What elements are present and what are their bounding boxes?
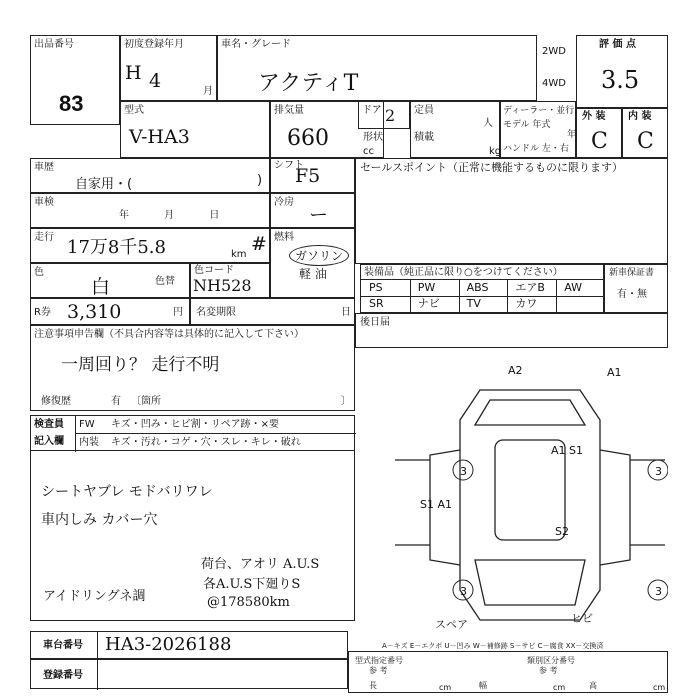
color-change-label: 色替: [155, 276, 175, 287]
inspection-label: 車検: [34, 197, 54, 208]
inspector-row2-tag: 内装: [79, 437, 99, 448]
history-close: ): [257, 173, 263, 188]
kg-label: kg: [489, 146, 502, 157]
capacity-label: 定員: [414, 105, 434, 116]
mileage-label: 走行: [34, 232, 54, 243]
displacement-value: 660: [287, 126, 329, 151]
spec-cell: [348, 651, 668, 693]
score-cell: [576, 35, 668, 108]
inspector-memo-area: [30, 451, 355, 621]
svg-text:3: 3: [655, 585, 662, 598]
lot-number: 83: [59, 91, 84, 116]
history-value: 自家用・(: [75, 177, 133, 192]
fuel-diesel: 軽 油: [299, 267, 327, 281]
svg-text:A2: A2: [508, 364, 523, 377]
name-change-cell: [190, 298, 355, 325]
equipment-cell: [360, 264, 604, 313]
equipment-label: 装備品（純正品に限り○をつけてください）: [364, 267, 563, 278]
registration-year-cell: [120, 35, 217, 101]
repair-label: 修復歴: [41, 396, 71, 407]
name-grade-cell: [217, 35, 566, 101]
recycle-label: R券: [34, 307, 51, 318]
fuel-gasoline: ガソリン: [289, 245, 349, 266]
svg-text:3: 3: [655, 465, 662, 478]
inspector-row2: キズ・汚れ・コゲ・穴・スレ・キレ・破れ: [111, 437, 301, 448]
lot-number-cell: [30, 35, 120, 125]
exterior-label: 外 装: [582, 111, 606, 122]
width-label: 幅: [479, 681, 487, 690]
svg-text:S1 A1: S1 A1: [420, 498, 453, 511]
door-value: 2: [385, 106, 396, 125]
chassis-cell: [30, 631, 348, 659]
hash-mark: #: [251, 233, 267, 255]
car-name: アクティT: [258, 71, 359, 96]
mileage-cell: [30, 228, 270, 263]
equipment-row1-item-0: PS: [369, 281, 383, 294]
model-label: 型式: [124, 105, 144, 116]
dealer-label: ディーラー・並行: [503, 106, 575, 116]
ac-label: 冷房: [274, 197, 294, 208]
color-label: 色: [34, 267, 44, 278]
fuel-cell: [270, 228, 355, 298]
displacement-label: 排気量: [274, 105, 304, 116]
registration-era: H: [125, 62, 142, 84]
ac-cell: [270, 193, 355, 228]
memo-line-1: シートヤブレ モドバリワレ: [41, 484, 213, 500]
door-cell: [358, 101, 410, 129]
warranty-label: 新車保証書: [609, 268, 655, 278]
memo-line-2: 車内しみ カバー穴: [41, 512, 158, 528]
2wd-label: 2WD: [542, 46, 566, 57]
color-code-value: NH528: [193, 276, 252, 295]
inspector-row1-tag: FW: [79, 419, 95, 430]
inspection-date: 年 月 日: [119, 210, 236, 221]
memo-line-5: アイドリングネ調: [43, 589, 146, 604]
exterior-cell: [576, 108, 622, 158]
registration-cell: [30, 659, 348, 689]
warranty-value: 有・無: [617, 289, 647, 300]
yen-label: 円: [173, 307, 183, 318]
warranty-cell: [604, 264, 668, 313]
interior-grade: C: [637, 129, 654, 154]
equipment-row1-item-2: ABS: [466, 281, 489, 294]
shift-value: F5: [295, 165, 321, 187]
day-label: 日: [341, 307, 351, 318]
svg-text:3: 3: [460, 465, 467, 478]
cm-label-2: cm: [553, 683, 566, 692]
reference-label-1: 参 考: [369, 666, 388, 675]
handle-label: ハンドル 左・右: [503, 144, 569, 154]
shape-label: 形状: [363, 132, 383, 143]
repair-value: 有: [111, 396, 121, 407]
length-label: 長: [369, 681, 377, 690]
notes-cell: [30, 325, 355, 411]
later-delivery-cell: [355, 313, 668, 348]
equipment-row2-item-0: SR: [369, 297, 384, 310]
registration-year: 4: [149, 70, 162, 92]
equipment-row2-item-3: カワ: [515, 297, 538, 310]
class-number-label: 類別区分番号: [527, 656, 575, 665]
score-value: 3.5: [601, 66, 640, 94]
inspector-label-1: 検査員: [34, 419, 64, 430]
inspection-cell: [30, 193, 270, 228]
load-label: 積載: [414, 132, 434, 143]
svg-text:A1: A1: [607, 366, 622, 379]
cm-label-1: cm: [439, 683, 452, 692]
svg-text:S2: S2: [555, 525, 569, 538]
equipment-row2-item-2: TV: [466, 297, 481, 310]
sales-point-label: セールスポイント（正常に機能するものに限ります）: [360, 161, 624, 174]
year-unit: 年: [567, 130, 577, 140]
capacity-unit: 人: [483, 118, 493, 129]
ac-value: ー: [309, 204, 329, 226]
equipment-row1-item-3: エアB: [515, 281, 545, 294]
height-label: 高: [589, 681, 597, 690]
svg-text:スペア: スペア: [435, 618, 468, 630]
svg-text:ヒビ: ヒビ: [571, 612, 593, 625]
car-damage-diagram: [385, 360, 668, 630]
dealer-cell: [500, 101, 576, 158]
sales-point-cell: [355, 158, 668, 264]
equipment-row2-item-1: ナビ: [417, 297, 440, 310]
month-label: 月: [203, 86, 213, 97]
equipment-row1-item-1: PW: [417, 281, 436, 294]
inspector-row1: キズ・凹み・ヒビ割・リペア跡・×要: [111, 419, 279, 430]
auction-sheet: [30, 35, 668, 697]
color-cell: [30, 263, 190, 298]
score-label: 評 価 点: [599, 39, 636, 50]
exterior-grade: C: [591, 129, 608, 154]
repair-close: 〕: [341, 396, 351, 407]
notes-text: 一周回り？ 走行不明: [61, 355, 220, 375]
cm-label-3: cm: [653, 683, 666, 692]
chassis-value: HA3-2026188: [105, 634, 232, 655]
shift-cell: [270, 158, 355, 193]
lot-number-label: 出品番号: [34, 39, 74, 50]
cc-label: cc: [363, 146, 374, 157]
recycle-cell: [30, 298, 190, 325]
svg-text:A1 S1: A1 S1: [551, 444, 584, 457]
door-label: ドア: [362, 105, 382, 116]
color-code-cell: [190, 263, 270, 298]
registration-year-label: 初度登録年月: [124, 39, 184, 50]
type-designation-label: 型式指定番号: [355, 656, 403, 665]
shift-label: シフト: [274, 160, 304, 171]
recycle-value: 3,310: [67, 301, 122, 323]
inspector-label-2: 記入欄: [34, 436, 64, 447]
damage-legend: A－キズ E－エクボ U－凹み W－補修跡 S－サビ C－腐食 XX－交換済: [382, 642, 604, 650]
svg-text:3: 3: [460, 585, 467, 598]
reference-label-2: 参 考: [539, 666, 558, 675]
inspector-cell: [30, 415, 355, 451]
km-label: km: [231, 249, 247, 260]
registration-label: 登録番号: [43, 670, 83, 681]
fuel-label: 燃料: [274, 232, 294, 243]
interior-label: 内 装: [628, 111, 652, 122]
memo-line-3: 荷台、アオリ A.U.S: [201, 557, 320, 572]
memo-line-4: 各A.U.S下廻りS: [203, 577, 301, 592]
history-cell: [30, 158, 270, 193]
model-value: V-HA3: [129, 126, 190, 148]
later-delivery-label: 後日届: [360, 317, 390, 328]
memo-line-6: @178580km: [207, 595, 290, 610]
chassis-label: 車台番号: [43, 640, 83, 651]
4wd-label: 4WD: [542, 78, 566, 89]
history-label: 車歴: [34, 162, 54, 173]
notes-label: 注意事項申告欄（不具合内容等は具体的に記入して下さい）: [34, 329, 304, 340]
mileage-value: 17万8千5.8: [67, 237, 166, 258]
name-grade-label: 車名・グレード: [221, 39, 291, 50]
equipment-row1-item-4: AW: [564, 281, 582, 294]
repair-part: 〔箇所: [131, 396, 161, 407]
interior-cell: [622, 108, 668, 158]
model-year-label: モデル 年式: [503, 120, 551, 130]
model-cell: [120, 101, 270, 158]
color-value: 白: [91, 276, 111, 298]
color-code-label: 色コード: [194, 265, 234, 276]
name-change-label: 名変期限: [196, 307, 236, 318]
